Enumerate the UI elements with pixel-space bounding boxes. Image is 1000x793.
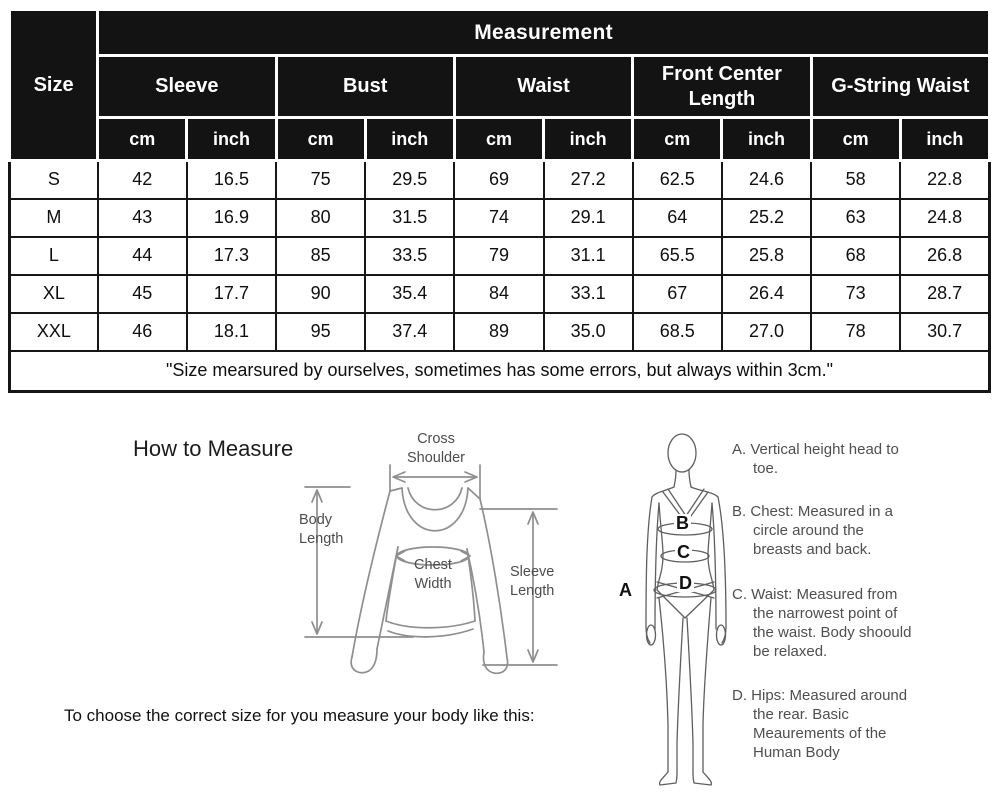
instruction-key: A. [732,441,747,458]
figure-letter-a: A [619,580,632,600]
value-cell: 24.6 [722,161,811,199]
value-cell: 35.0 [544,313,633,351]
unit-header-inch: inch [187,118,276,161]
unit-header-cm: cm [98,118,187,161]
value-cell: 64 [633,199,722,237]
value-cell: 31.1 [544,237,633,275]
unit-header-cm: cm [276,118,365,161]
value-cell: 85 [276,237,365,275]
cross-shoulder-arrow [390,465,480,499]
instruction-text: Vertical height head to toe. [750,441,899,477]
instruction-key: B. [732,503,747,520]
value-cell: 27.0 [722,313,811,351]
size-cell: M [10,199,98,237]
value-cell: 46 [98,313,187,351]
value-cell: 74 [454,199,543,237]
value-cell: 58 [811,161,900,199]
value-cell: 90 [276,275,365,313]
value-cell: 27.2 [544,161,633,199]
value-cell: 29.1 [544,199,633,237]
table-note-row [10,351,990,392]
value-cell: 69 [454,161,543,199]
value-cell: 89 [454,313,543,351]
unit-header-cm: cm [811,118,900,161]
instruction-item-d [732,686,912,762]
table-row-l [10,237,990,275]
group-header-waist: Waist [454,56,632,118]
sleeve-length-label: Sleeve Length [510,564,555,599]
value-cell: 24.8 [900,199,989,237]
value-cell: 63 [811,199,900,237]
size-cell: L [10,237,98,275]
value-cell: 33.5 [365,237,454,275]
value-cell: 45 [98,275,187,313]
value-cell: 16.5 [187,161,276,199]
value-cell: 33.1 [544,275,633,313]
value-cell: 44 [98,237,187,275]
instruction-item-c [732,585,912,661]
figure-letter-d: D [679,573,692,593]
value-cell: 22.8 [900,161,989,199]
value-cell: 35.4 [365,275,454,313]
value-cell: 78 [811,313,900,351]
value-cell: 68 [811,237,900,275]
value-cell: 68.5 [633,313,722,351]
value-cell: 16.9 [187,199,276,237]
measurement-header: Measurement [98,10,990,56]
unit-header-inch: inch [900,118,989,161]
value-cell: 31.5 [365,199,454,237]
unit-header-inch: inch [365,118,454,161]
size-cell: XL [10,275,98,313]
value-cell: 26.4 [722,275,811,313]
value-cell: 75 [276,161,365,199]
unit-header-cm: cm [454,118,543,161]
value-cell: 28.7 [900,275,989,313]
unit-header-inch: inch [544,118,633,161]
table-row-s [10,161,990,199]
table-row-xxl [10,313,990,351]
body-length-arrow [305,487,413,637]
cross-shoulder-label: Cross Shoulder [406,431,466,466]
body-length-label: Body Length [299,512,344,547]
value-cell: 26.8 [900,237,989,275]
unit-header-inch: inch [722,118,811,161]
figure-letter-b: B [676,513,689,533]
value-cell: 80 [276,199,365,237]
value-cell: 18.1 [187,313,276,351]
body-figure-icon [615,422,740,793]
group-header-front-center-length: Front Center Length [633,56,811,118]
value-cell: 84 [454,275,543,313]
value-cell: 62.5 [633,161,722,199]
instruction-text: Chest: Measured in a circle around the breasts and back. [750,503,893,558]
instruction-text: Waist: Measured from the narrowest point of the waist. Body shoould be relaxed. [751,586,912,660]
value-cell: 42 [98,161,187,199]
value-cell: 37.4 [365,313,454,351]
value-cell: 17.7 [187,275,276,313]
group-header-sleeve: Sleeve [98,56,276,118]
table-row-xl [10,275,990,313]
size-disclaimer: "Size mearsured by ourselves, sometimes has some errors, but always within 3cm." [10,351,990,392]
how-to-measure-title: How to Measure [133,436,294,461]
size-column-header: Size [10,10,98,161]
instruction-item-a [732,440,912,478]
group-header-bust: Bust [276,56,454,118]
instruction-key: D. [732,687,747,704]
size-cell: S [10,161,98,199]
table-row-m [10,199,990,237]
instruction-item-b [732,502,912,559]
size-chart-table [8,8,991,393]
unit-header-cm: cm [633,118,722,161]
choose-size-caption: To choose the correct size for you measure your body like this: [64,706,535,725]
instruction-key: C. [732,586,747,603]
value-cell: 67 [633,275,722,313]
value-cell: 43 [98,199,187,237]
measurement-instructions [732,440,912,762]
value-cell: 95 [276,313,365,351]
chest-width-label: Chest Width [414,557,452,592]
size-cell: XXL [10,313,98,351]
value-cell: 25.2 [722,199,811,237]
value-cell: 65.5 [633,237,722,275]
value-cell: 25.8 [722,237,811,275]
value-cell: 73 [811,275,900,313]
value-cell: 79 [454,237,543,275]
value-cell: 30.7 [900,313,989,351]
value-cell: 17.3 [187,237,276,275]
group-header-g-string-waist: G-String Waist [811,56,989,118]
value-cell: 29.5 [365,161,454,199]
figure-letter-c: C [677,542,690,562]
instruction-text: Hips: Measured around the rear. Basic Meaurements of the Human Body [751,687,908,761]
